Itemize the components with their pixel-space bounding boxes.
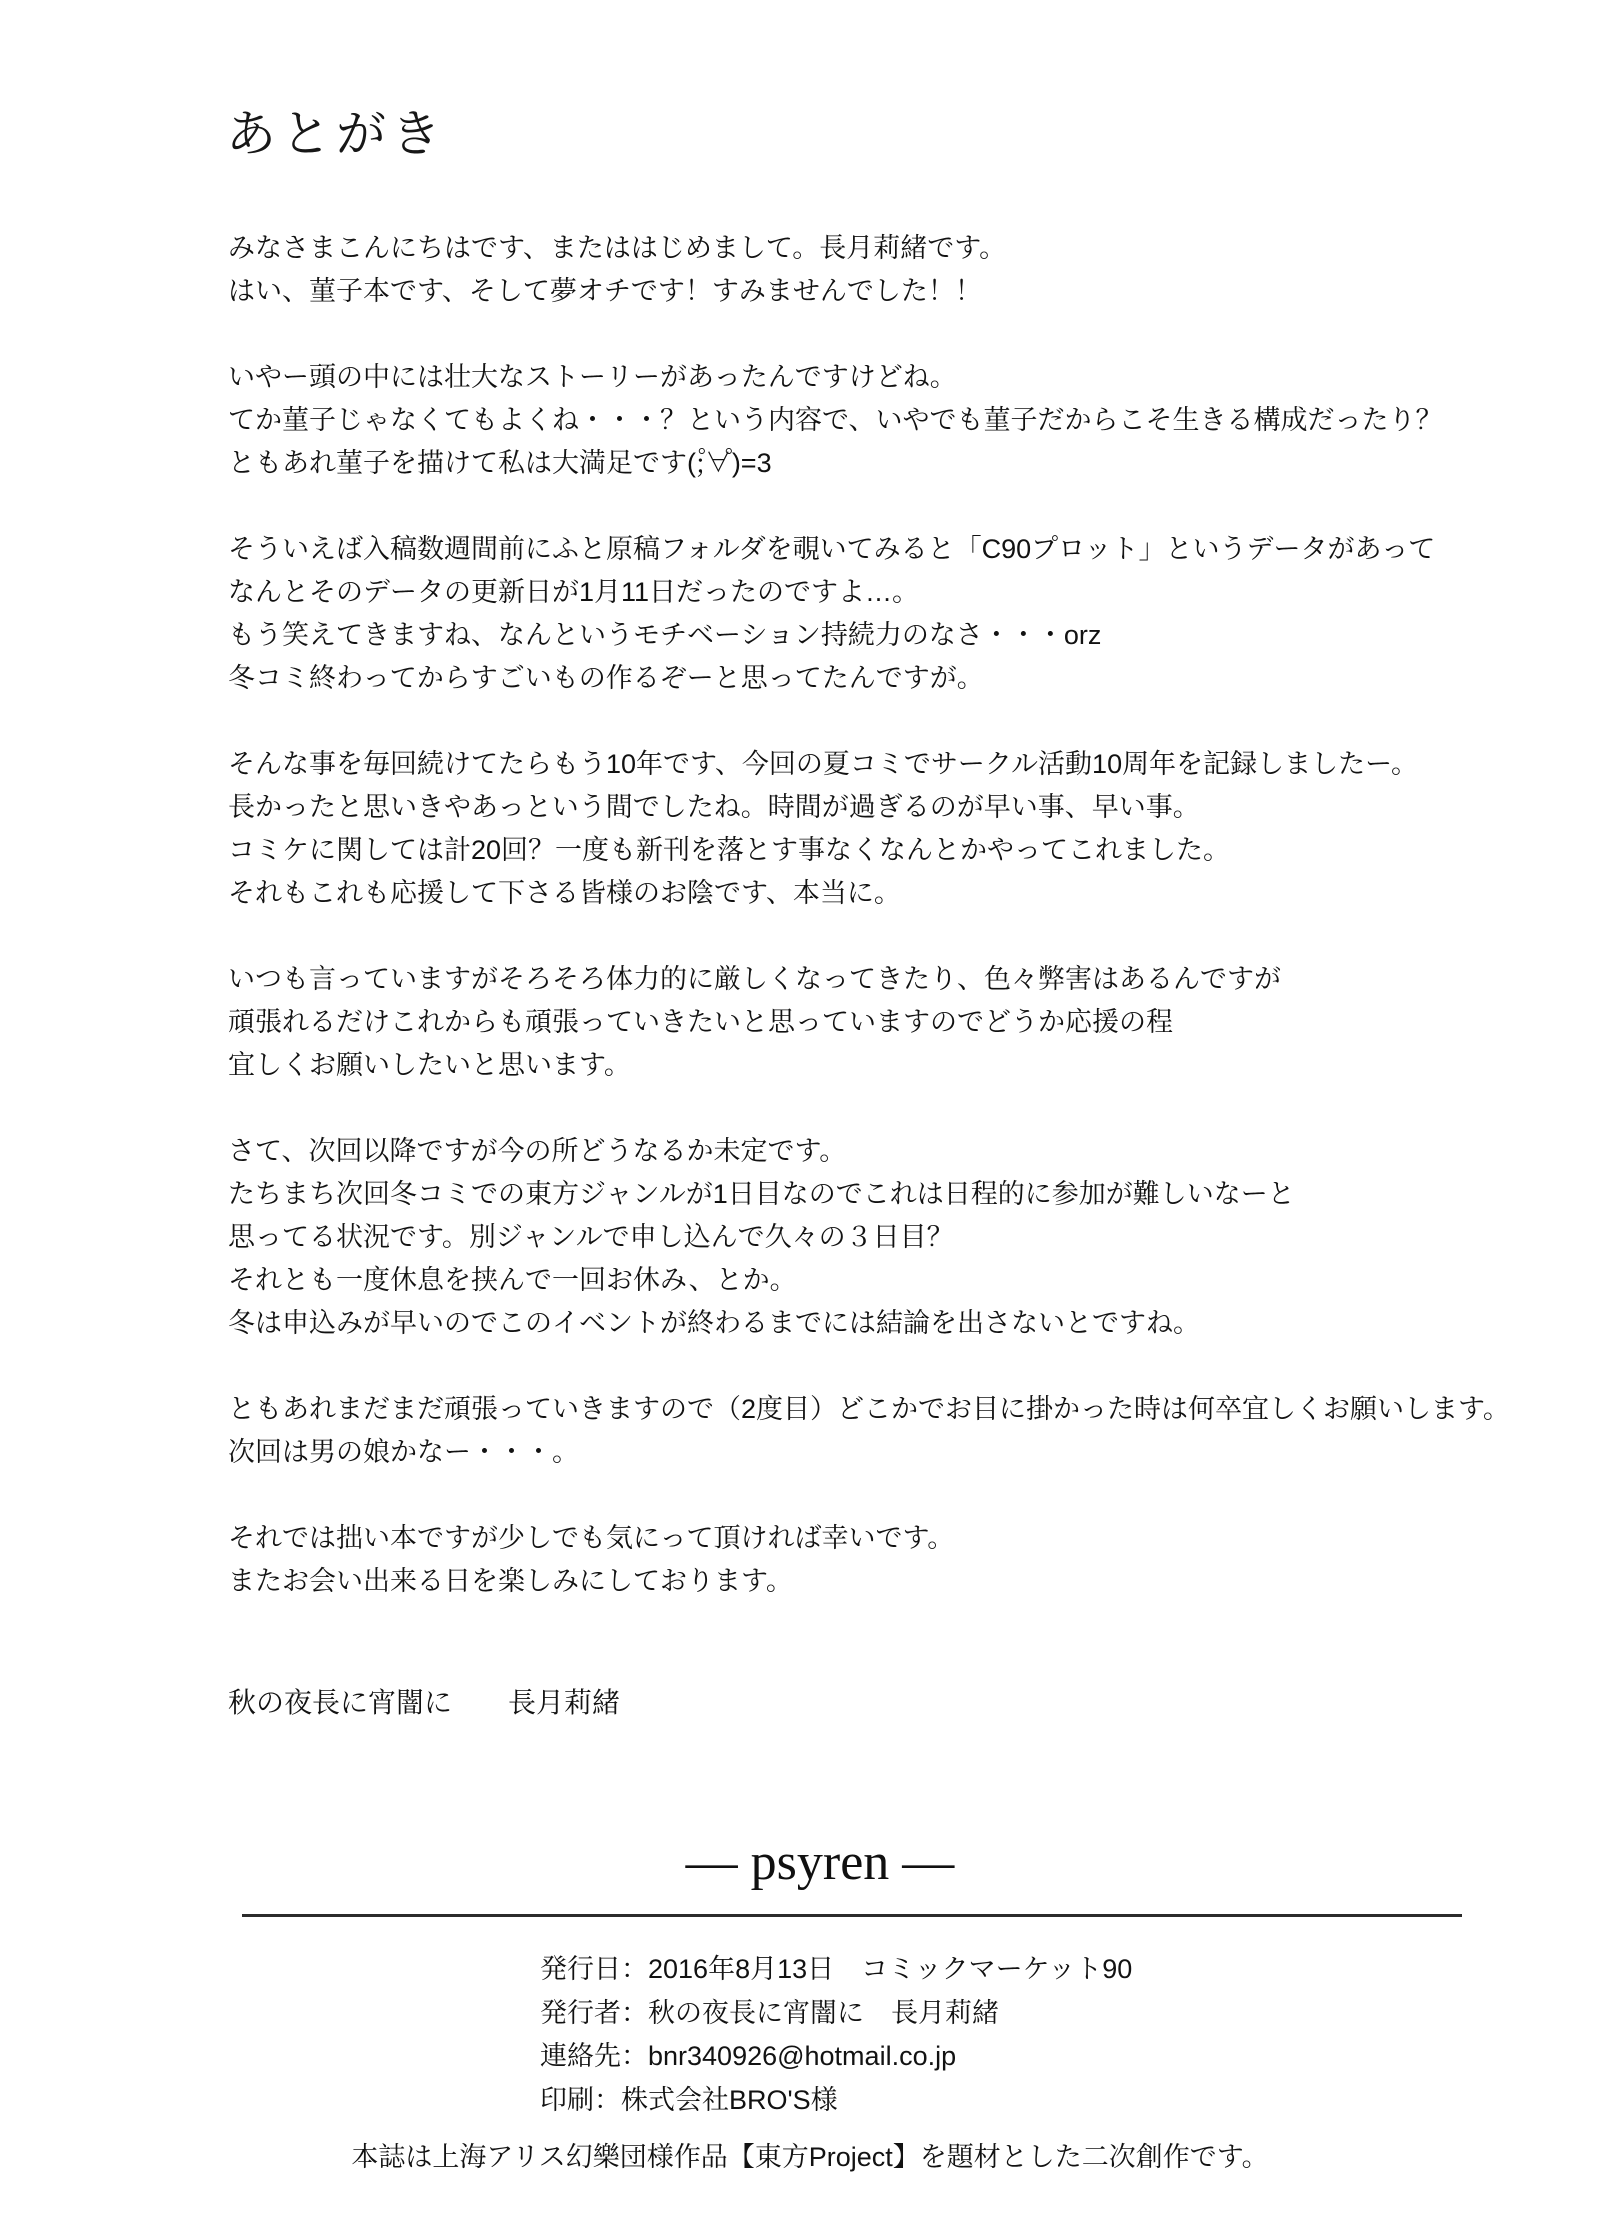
page-title: あとがき <box>226 106 446 162</box>
paragraph-line: 次回は男の娘かなー・・・。 <box>228 1437 579 1467</box>
book-title: — psyren — <box>685 1834 955 1891</box>
paragraph-line: 長かったと思いきやあっという間でしたね。時間が過ぎるのが早い事、早い事。 <box>228 792 1200 822</box>
paragraph-greeting <box>228 227 1568 313</box>
colophon-publish-date: 発行日：2016年8月13日 コミックマーケット90 <box>540 1954 1133 1984</box>
author-signature: 秋の夜長に宵闇に 長月莉緒 <box>228 1687 621 1718</box>
derivative-work-disclaimer: 本誌は上海アリス幻樂団様作品【東方Project】を題材とした二次創作です。 <box>351 2142 1269 2172</box>
afterword-body <box>228 227 1568 1724</box>
paragraph-line: ともあれ菫子を描けて私は大満足です(;゚∀゚)=3 <box>228 448 772 478</box>
paragraph-health <box>228 958 1568 1087</box>
paragraph-line: またお会い出来る日を楽しみにしております。 <box>228 1566 793 1596</box>
paragraph-line: 宜しくお願いしたいと思います。 <box>228 1050 631 1080</box>
paragraph-keep-going <box>228 1388 1568 1474</box>
paragraph-line: そんな事を毎回続けてたらもう10年です、今回の夏コミでサークル活動10周年を記録しましたー。 <box>228 749 1419 779</box>
paragraph-line: たちまち次回冬コミでの東方ジャンルが1日目なのでこれは日程的に参加が難しいなーと <box>228 1179 1295 1209</box>
paragraph-line: はい、菫子本です、そして夢オチです！すみませんでした！！ <box>228 276 982 306</box>
paragraph-line: なんとそのデータの更新日が1月11日だったのですよ…。 <box>228 577 920 607</box>
paragraph-next-event <box>228 1130 1568 1345</box>
paragraph-line: そういえば入稿数週間前にふと原稿フォルダを覗いてみると「C90プロット」というデータがあって <box>228 534 1436 564</box>
colophon-printer: 印刷：株式会社BRO'S様 <box>540 2084 838 2115</box>
paragraph-line: それもこれも応援して下さる皆様のお陰です、本当に。 <box>228 878 901 908</box>
paragraph-line: それとも一度休息を挟んで一回お休み、とか。 <box>228 1265 797 1295</box>
paragraph-line: 頑張れるだけこれからも頑張っていきたいと思っていますのでどうか応援の程 <box>228 1007 1173 1037</box>
paragraph-line: もう笑えてきますね、なんというモチベーション持続力のなさ・・・orz <box>228 620 1102 650</box>
paragraph-line: それでは拙い本ですが少しでも気にって頂ければ幸いです。 <box>228 1523 955 1553</box>
paragraph-plot-file <box>228 528 1568 700</box>
paragraph-line: ともあれまだまだ頑張っていきますので（2度目）どこかでお目に掛かった時は何卒宜しくお願いします。 <box>228 1394 1510 1424</box>
paragraph-line: さて、次回以降ですが今の所どうなるか未定です。 <box>228 1136 847 1166</box>
paragraph-line: てか菫子じゃなくてもよくね・・・？という内容で、いやでも菫子だからこそ生きる構成だったり？ <box>228 405 1443 435</box>
colophon-contact-email: 連絡先：bnr340926@hotmail.co.jp <box>540 2041 957 2071</box>
paragraph-line: 思ってる状況です。別ジャンルで申し込んで久々の３日目？ <box>228 1222 954 1252</box>
paragraph-line: 冬は申込みが早いのでこのイベントが終わるまでには結論を出さないとですね。 <box>228 1308 1200 1338</box>
colophon-publisher: 発行者：秋の夜長に宵闇に 長月莉緒 <box>540 1997 999 2028</box>
paragraph-closing <box>228 1517 1568 1603</box>
paragraph-line: みなさまこんにちはです、またははじめまして。長月莉緒です。 <box>228 233 1007 263</box>
paragraph-anniversary <box>228 743 1568 915</box>
colophon-block <box>540 1948 1132 2122</box>
paragraph-line: いつも言っていますがそろそろ体力的に厳しくなってきたり、色々弊害はあるんですが <box>228 964 1281 994</box>
paragraph-line: 冬コミ終わってからすごいもの作るぞーと思ってたんですが。 <box>228 663 984 693</box>
paragraph-story <box>228 356 1568 485</box>
paragraph-line: いやー頭の中には壮大なストーリーがあったんですけどね。 <box>228 362 957 392</box>
paragraph-line: コミケに関しては計20回？一度も新刊を落とす事なくなんとかやってこれました。 <box>228 835 1231 865</box>
divider-rule <box>242 1914 1462 1917</box>
